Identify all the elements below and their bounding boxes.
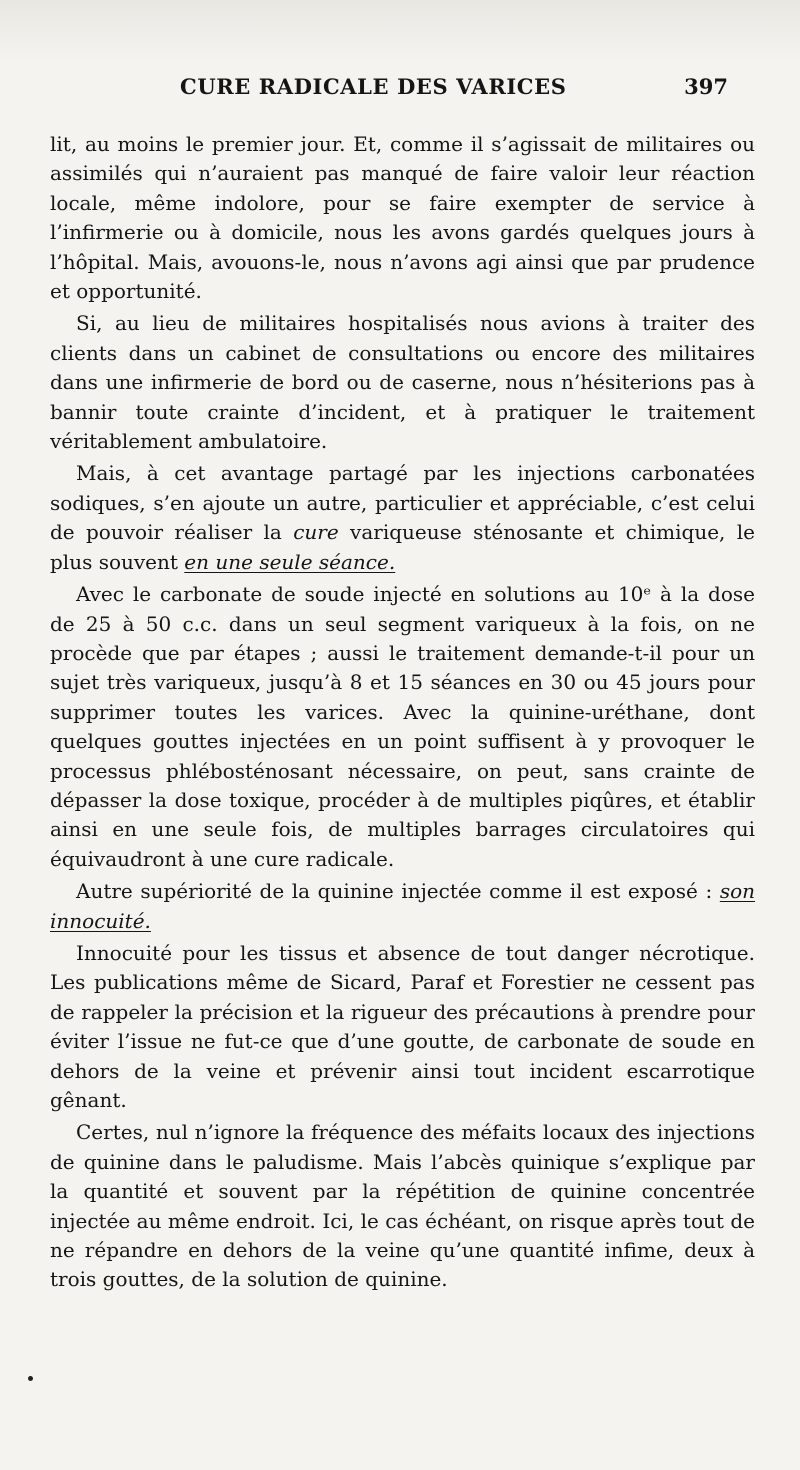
paragraph-3-italic-cure: cure <box>293 520 339 545</box>
paragraph-5-italic: son innocuité. <box>50 879 755 933</box>
running-title: CURE RADICALE DES VARICES <box>180 74 567 99</box>
paragraph-3-italic-seance: en une seule séance. <box>184 549 396 574</box>
paragraph-6: Innocuité pour les tissus et absence de tout danger nécrotique. Les publications même de Sicard, Paraf et Forestier ne cessent pas de rappeler la précision et la rigueur des précautions à prendre pour éviter l’issue ne fut-ce que d’une goutte, de carbonate de soude en dehors de la veine et prévenir ainsi tout incident escarrotique gênant. <box>50 940 755 1112</box>
paragraph-5 <box>50 877 755 936</box>
page-number: 397 <box>684 74 728 99</box>
body-text <box>50 130 755 1295</box>
paragraph-3 <box>50 459 755 577</box>
page-header <box>0 72 800 108</box>
paragraph-1: lit, au moins le premier jour. Et, comme il s’agissait de militaires ou assimilés qui n’auraient pas manqué de faire valoir leur réaction locale, même indolore, pour se faire exempter de service à l’infirmerie ou à domicile, nous les avons gardés quelques jours à l’hôpital. Mais, avouons-le, nous n’avons agi ainsi que par prudence et opportunité. <box>50 132 755 304</box>
paragraph-5-text: Autre supériorité de la quinine injectée comme il est exposé : <box>76 879 720 904</box>
paragraph-2: Si, au lieu de militaires hospitalisés nous avions à traiter des clients dans un cabinet de consultations ou encore des militaires dans une infirmerie de bord ou de caserne, nous n’hésiterions pas à bannir toute crainte d’incident, et à pratiquer le traitement véritablement ambulatoire. <box>50 311 755 454</box>
paragraph-7: Certes, nul n’ignore la fréquence des méfaits locaux des injections de quinine dans le paludisme. Mais l’abcès quinique s’explique par la quantité et souvent par la répétition de quinine concentrée injectée au même endroit. Ici, le cas échéant, on risque après tout de ne répandre en dehors de la veine qu’une quantité infime, deux à trois gouttes, de la solution de quinine. <box>50 1120 755 1292</box>
paragraph-3-text-middle: variqueuse sténosante et chimique, le plus souvent <box>50 520 755 574</box>
paragraph-4: Avec le carbonate de soude injecté en solutions au 10ᵉ à la dose de 25 à 50 c.c. dans un seul segment variqueux à la fois, on ne procède que par étapes ; aussi le traitement demande-t-il pour un sujet très variqueux, jusqu’à 8 et 15 séances en 30 ou 45 jours pour supprimer toutes les varices. Avec la quinine-uréthane, dont quelques gouttes injectées en un point suffisent à y provoquer le processus phlébosténosant nécessaire, on peut, sans crainte de dépasser la dose toxique, procéder à de multiples piqûres, et établir ainsi en une seule fois, de multiples barrages circulatoires qui équivaudront à une cure radicale. <box>50 582 755 871</box>
paragraph-3-text-before: Mais, à cet avantage partagé par les injections carbonatées sodiques, s’en ajoute un autre, particulier et appréciable, c’est celui de pouvoir réaliser la <box>50 461 755 545</box>
scan-speck <box>28 1376 33 1381</box>
scan-shadow <box>0 0 800 60</box>
